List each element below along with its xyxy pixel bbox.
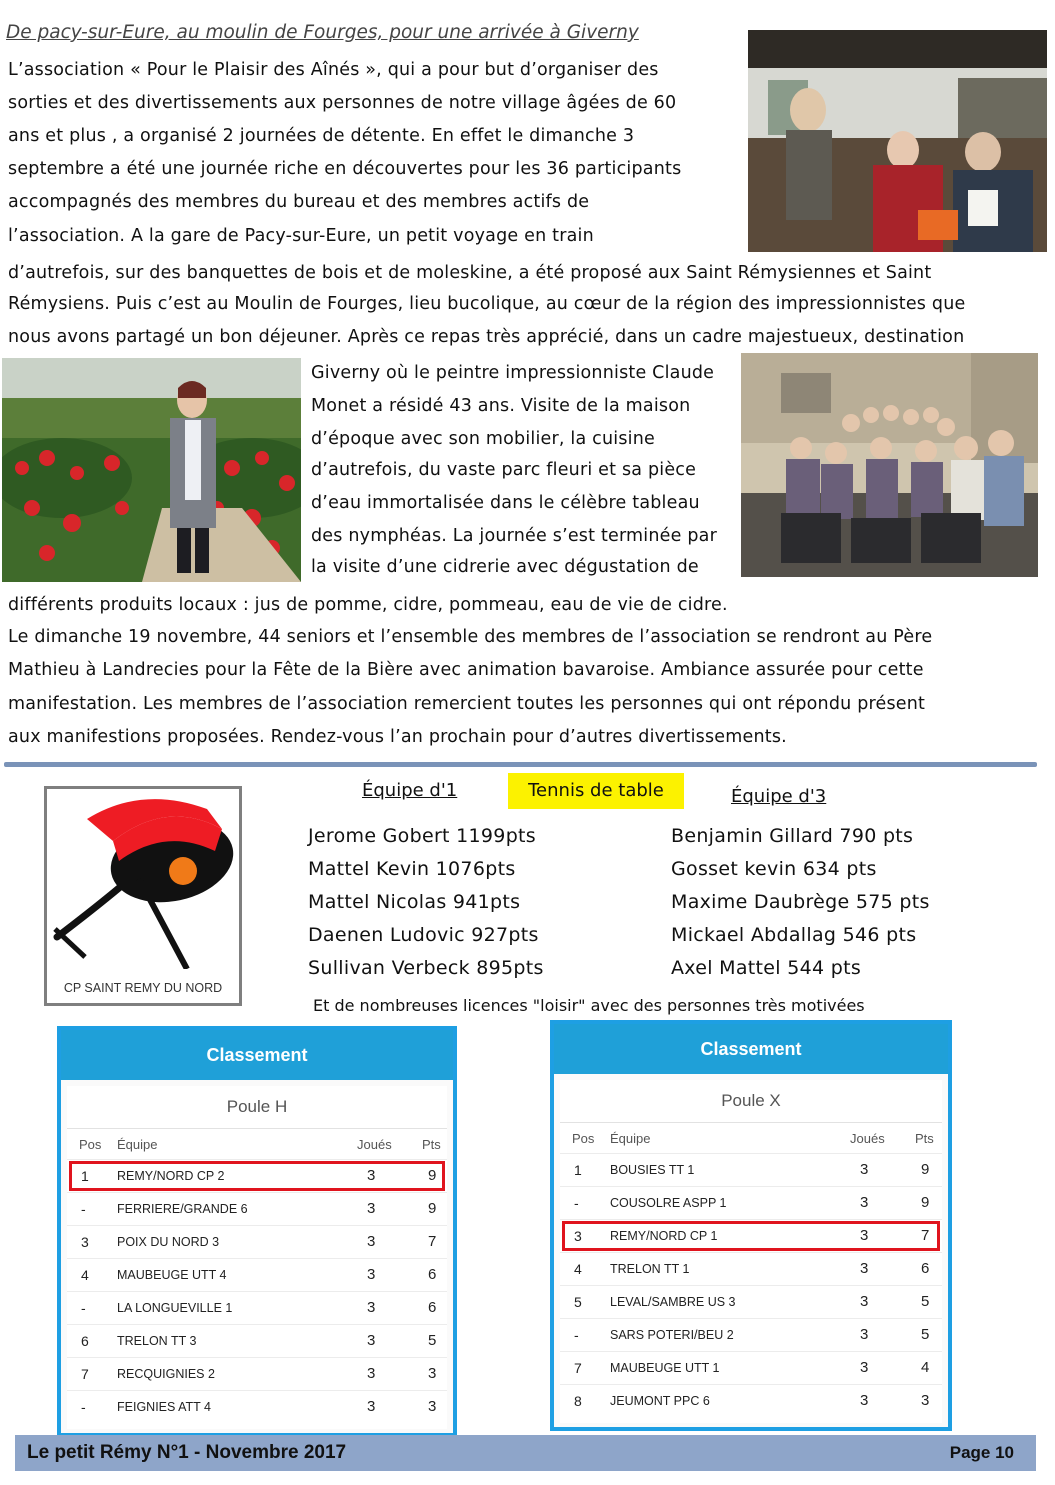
cell-pos: 7 [81, 1366, 89, 1382]
article-line: Monet a résidé 43 ans. Visite de la maison [311, 396, 691, 416]
poule-name: Poule H [67, 1086, 447, 1129]
cell-team: BOUSIES TT 1 [610, 1163, 695, 1177]
article-line: ans et plus , a organisé 2 journées de détente. En effet le dimanche 3 [8, 126, 635, 146]
club-logo [44, 786, 242, 1006]
table-row [560, 1384, 942, 1417]
article-line: Mathieu à Landrecies pour la Fête de la Bière avec animation bavaroise. Ambiance assurée pour cette [8, 660, 924, 680]
sport-badge: Tennis de table [508, 773, 684, 809]
cell-pos: 7 [574, 1360, 582, 1376]
group-photo [741, 353, 1038, 577]
article-line: d’autrefois, du vaste parc fleuri et sa pièce [311, 460, 697, 480]
article-line: manifestation. Les membres de l’association remercient toutes les personnes qui ont répondu présent [8, 694, 926, 714]
article-line: des nymphéas. La journée s’est terminée par [311, 526, 717, 546]
cell-pts: 5 [921, 1293, 930, 1310]
cell-pts: 3 [921, 1392, 930, 1409]
article-line: sorties et des divertissements aux personnes de notre village âgées de 60 [8, 93, 677, 113]
column-header-played: Joués [357, 1137, 392, 1152]
cell-team: REMY/NORD CP 2 [117, 1169, 225, 1183]
standings-table [560, 1080, 942, 1423]
cell-played: 3 [860, 1194, 869, 1211]
table-header [560, 1123, 942, 1153]
team3-player: Maxime Daubrège 575 pts [671, 891, 930, 913]
table-row [560, 1351, 942, 1384]
cell-played: 3 [860, 1392, 869, 1409]
cell-pts: 4 [921, 1359, 930, 1376]
cell-pts: 5 [921, 1326, 930, 1343]
cell-pts: 9 [921, 1161, 930, 1178]
page-footer [15, 1435, 1036, 1471]
table-row [560, 1186, 942, 1219]
cell-played: 3 [860, 1359, 869, 1376]
cell-pos: - [81, 1300, 86, 1316]
team3-player: Benjamin Gillard 790 pts [671, 825, 914, 847]
team1-player: Daenen Ludovic 927pts [308, 924, 539, 946]
table-row [67, 1291, 447, 1324]
cell-team: TRELON TT 3 [117, 1334, 197, 1348]
article-line: d’eau immortalisée dans le célèbre tableau [311, 493, 700, 513]
article-line: différents produits locaux : jus de pomme, cidre, pommeau, eau de vie de cidre. [8, 595, 728, 615]
cell-team: LA LONGUEVILLE 1 [117, 1301, 233, 1315]
cell-pts: 6 [921, 1260, 930, 1277]
cell-pts: 9 [921, 1194, 930, 1211]
team3-player: Mickael Abdallag 546 pts [671, 924, 917, 946]
cell-pts: 5 [428, 1332, 437, 1349]
cell-played: 3 [860, 1227, 869, 1244]
table-row [67, 1258, 447, 1291]
footer-issue: Le petit Rémy N°1 - Novembre 2017 [27, 1442, 347, 1463]
article-line: L’association « Pour le Plaisir des Aînés », qui a pour but d’organiser des [8, 60, 659, 80]
table-row [560, 1285, 942, 1318]
column-header-team: Équipe [117, 1137, 158, 1152]
cell-pos: - [81, 1399, 86, 1415]
table-row [67, 1390, 447, 1423]
table-row [67, 1357, 447, 1390]
cell-played: 3 [860, 1293, 869, 1310]
cell-pos: - [574, 1195, 579, 1211]
cell-pts: 7 [428, 1233, 437, 1250]
article-title: De pacy-sur-Eure, au moulin de Fourges, pour une arrivée à Giverny [6, 22, 639, 43]
cell-pts: 9 [428, 1200, 437, 1217]
cell-pos: 3 [81, 1234, 89, 1250]
cell-pts: 9 [428, 1167, 437, 1184]
standings-heading: Classement [554, 1024, 948, 1074]
cell-team: MAUBEUGE UTT 4 [117, 1268, 227, 1282]
article-line: Rémysiens. Puis c’est au Moulin de Fourges, lieu bucolique, au cœur de la région des impressionnistes que [8, 294, 966, 314]
article-line: Giverny où le peintre impressionniste Claude [311, 363, 715, 383]
column-header-played: Joués [850, 1131, 885, 1146]
poule-name: Poule X [560, 1080, 942, 1123]
cell-played: 3 [367, 1398, 376, 1415]
train-photo [748, 30, 1047, 252]
article-line: d’époque avec son mobilier, la cuisine [311, 429, 655, 449]
team3-title: Équipe d'3 [731, 786, 827, 807]
cell-pos: - [81, 1201, 86, 1217]
cell-played: 3 [367, 1299, 376, 1316]
standings-card-h [57, 1026, 457, 1437]
cell-pts: 3 [428, 1365, 437, 1382]
cell-pts: 6 [428, 1266, 437, 1283]
article-line: septembre a été une journée riche en découvertes pour les 36 participants [8, 159, 682, 179]
cell-team: JEUMONT PPC 6 [610, 1394, 710, 1408]
cell-team: FERRIERE/GRANDE 6 [117, 1202, 248, 1216]
standings-card-x [550, 1020, 952, 1431]
cell-pos: 4 [574, 1261, 582, 1277]
cell-played: 3 [367, 1365, 376, 1382]
cell-team: SARS POTERI/BEU 2 [610, 1328, 734, 1342]
table-row [67, 1324, 447, 1357]
cell-pos: 1 [81, 1168, 89, 1184]
cell-team: FEIGNIES ATT 4 [117, 1400, 212, 1414]
team3-player: Axel Mattel 544 pts [671, 957, 862, 979]
cell-pos: 6 [81, 1333, 89, 1349]
loisir-note: Et de nombreuses licences "loisir" avec des personnes très motivées [313, 996, 865, 1015]
table-row [560, 1153, 942, 1186]
cell-pts: 7 [921, 1227, 930, 1244]
column-header-pos: Pos [572, 1131, 595, 1146]
cell-team: COUSOLRE ASPP 1 [610, 1196, 727, 1210]
article-line: aux manifestions proposées. Rendez-vous l’an prochain pour d’autres divertissements. [8, 727, 787, 747]
cell-played: 3 [367, 1233, 376, 1250]
cell-pos: - [574, 1327, 579, 1343]
article-line: la visite d’une cidrerie avec dégustation de [311, 557, 699, 577]
section-divider [4, 762, 1037, 767]
cell-played: 3 [367, 1266, 376, 1283]
cell-team: MAUBEUGE UTT 1 [610, 1361, 720, 1375]
standings-table [67, 1086, 447, 1429]
column-header-pos: Pos [79, 1137, 102, 1152]
cell-pos: 8 [574, 1393, 582, 1409]
cell-team: LEVAL/SAMBRE US 3 [610, 1295, 736, 1309]
article-line: Le dimanche 19 novembre, 44 seniors et l’ensemble des membres de l’association se rendront au Père [8, 627, 933, 647]
cell-team: TRELON TT 1 [610, 1262, 690, 1276]
team1-player: Jerome Gobert 1199pts [308, 825, 537, 847]
table-row [560, 1318, 942, 1351]
column-header-team: Équipe [610, 1131, 651, 1146]
table-header [67, 1129, 447, 1159]
cell-pos: 1 [574, 1162, 582, 1178]
team1-player: Sullivan Verbeck 895pts [308, 957, 544, 979]
cell-pos: 4 [81, 1267, 89, 1283]
cell-played: 3 [860, 1326, 869, 1343]
article-line: nous avons partagé un bon déjeuner. Après ce repas très apprécié, dans un cadre majestueux, destination [8, 327, 965, 347]
cell-pos: 5 [574, 1294, 582, 1310]
column-header-pts: Pts [422, 1137, 441, 1152]
cell-team: REMY/NORD CP 1 [610, 1229, 718, 1243]
cell-played: 3 [367, 1167, 376, 1184]
cell-played: 3 [860, 1161, 869, 1178]
garden-photo [2, 358, 301, 582]
team1-player: Mattel Kevin 1076pts [308, 858, 516, 880]
cell-team: RECQUIGNIES 2 [117, 1367, 215, 1381]
column-header-pts: Pts [915, 1131, 934, 1146]
cell-played: 3 [367, 1332, 376, 1349]
article-line: l’association. A la gare de Pacy-sur-Eure, un petit voyage en train [8, 226, 594, 246]
table-row [67, 1192, 447, 1225]
footer-page-number: Page 10 [949, 1443, 1014, 1462]
logo-caption: CP SAINT REMY DU NORD [63, 981, 223, 995]
cell-pos: 3 [574, 1228, 582, 1244]
team1-player: Mattel Nicolas 941pts [308, 891, 521, 913]
article-line: accompagnés des membres du bureau et des membres actifs de [8, 192, 590, 212]
table-row [560, 1219, 942, 1252]
article-line: d’autrefois, sur des banquettes de bois et de moleskine, a été proposé aux Saint Rémysiennes et Saint [8, 263, 932, 283]
cell-pts: 6 [428, 1299, 437, 1316]
team1-title: Équipe d'1 [362, 780, 458, 801]
ping-pong-icon [47, 789, 239, 969]
team3-player: Gosset kevin 634 pts [671, 858, 877, 880]
cell-pts: 3 [428, 1398, 437, 1415]
cell-played: 3 [860, 1260, 869, 1277]
table-row [67, 1225, 447, 1258]
cell-team: POIX DU NORD 3 [117, 1235, 220, 1249]
standings-heading: Classement [61, 1030, 453, 1080]
table-row [560, 1252, 942, 1285]
table-row [67, 1159, 447, 1192]
cell-played: 3 [367, 1200, 376, 1217]
